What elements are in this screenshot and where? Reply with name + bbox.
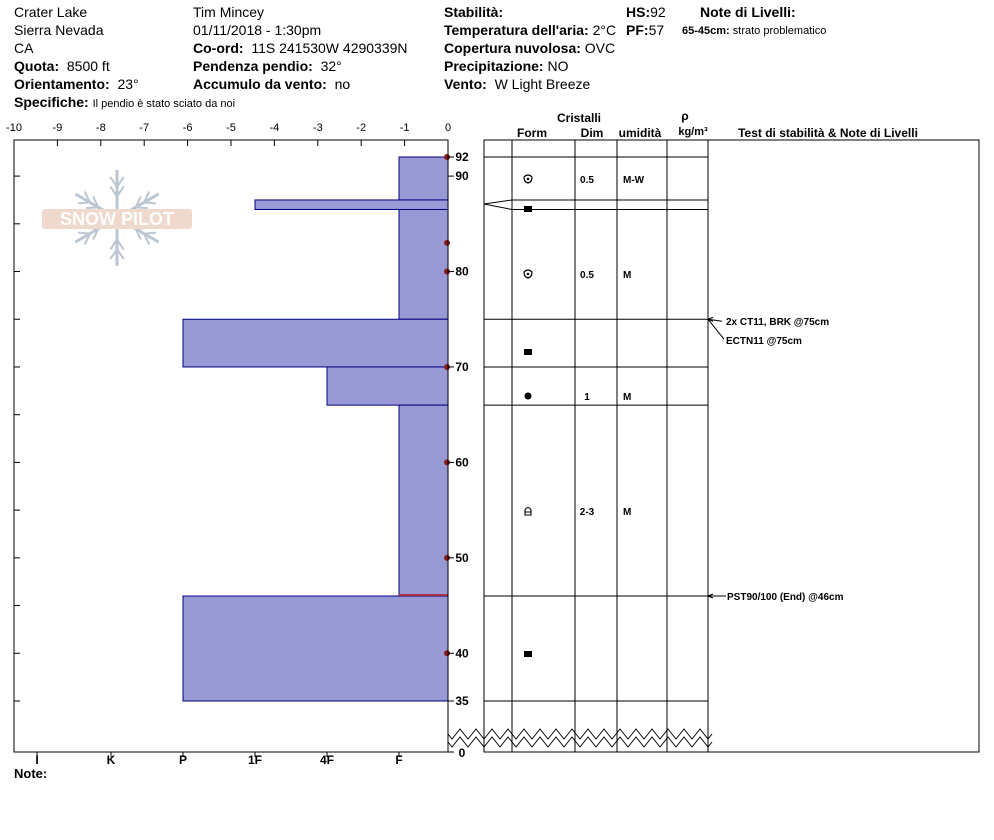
logo-branch	[78, 233, 90, 234]
hardness-tick-label: 1F	[247, 753, 263, 767]
hs-value: 92	[650, 4, 666, 20]
rounding-dot	[527, 178, 530, 181]
temp-tick-label: -7	[139, 122, 150, 134]
temp-tick-label: -1	[399, 122, 410, 134]
hardness-tick-label: 4F	[319, 753, 335, 767]
layer-wetness: M	[623, 270, 632, 281]
wind-value: W Light Breeze	[494, 76, 591, 92]
test-arrow	[708, 319, 724, 339]
elevation-label: Quota:	[14, 58, 60, 74]
temp-tick-label: -2	[356, 122, 367, 134]
rounding-dot	[527, 273, 530, 276]
crust-glyph	[524, 349, 532, 355]
height-tick-label: 90	[455, 169, 469, 184]
precip-value: NO	[547, 58, 569, 74]
temp-tick-label: -5	[226, 122, 236, 134]
hardness-bar	[399, 157, 448, 200]
coord-label: Co-ord:	[193, 40, 244, 56]
cloud-label: Copertura nuvolosa:	[444, 40, 581, 56]
layer-note-range: 65-45cm:	[682, 25, 730, 37]
temp-tick-label: -10	[6, 122, 22, 134]
header-density-unit: kg/m³	[678, 126, 708, 138]
temp-tick-label: -9	[52, 122, 63, 134]
wind-loading-value: no	[334, 76, 351, 92]
layer-wetness: M-W	[623, 175, 645, 186]
notes-label: Note:	[14, 766, 48, 781]
height-tick-label: 60	[455, 455, 469, 470]
layer-size: 0.5	[580, 270, 594, 281]
test-note-line: ECTN11 @75cm	[726, 336, 802, 348]
grain-form-crust-icon	[524, 349, 532, 355]
elevation-value: 8500 ft	[66, 58, 110, 74]
temperature-point	[444, 240, 450, 246]
hardness-tick-label: F	[395, 753, 403, 767]
aspect-value: 23°	[117, 76, 139, 92]
air-temp-label: Temperatura dell'aria:	[444, 22, 589, 38]
observer-name: Tim Mincey	[193, 4, 265, 20]
temp-tick-label: -3	[312, 122, 323, 134]
height-tick-label: 50	[455, 550, 469, 565]
height-tick-label: 35	[455, 694, 469, 708]
air-temp-value: 2°C	[592, 22, 617, 38]
logo-branch	[136, 207, 148, 208]
hardness-bar	[183, 319, 448, 367]
grain-form-rounding-icon	[524, 270, 532, 278]
layer-size: 2-3	[579, 507, 595, 518]
site-range: Sierra Nevada	[14, 22, 104, 38]
header-rho: ρ	[681, 109, 689, 123]
specifics-value: Il pendio è stato sciato da noi	[92, 98, 236, 110]
slope-value: 32°	[320, 58, 342, 74]
crust-glyph	[524, 206, 532, 212]
stability-label: Stabilità:	[444, 4, 504, 20]
logo-text: SNOW PILOT	[60, 209, 174, 229]
temp-tick-label: -4	[269, 122, 280, 134]
hardness-bar	[183, 596, 448, 701]
pf-label: PF:	[626, 22, 649, 38]
pf-value: 57	[648, 22, 665, 38]
layer-wetness: M	[623, 507, 632, 518]
height-tick-label: 70	[455, 359, 469, 374]
layer-notes-title: Note di Livelli:	[700, 4, 796, 20]
header-humidity: umidità	[618, 126, 662, 140]
precip-label: Precipitazione:	[444, 58, 544, 74]
hardness-tick-label: P	[178, 753, 188, 767]
logo-branch	[144, 233, 156, 234]
header-size: Dim	[580, 126, 604, 140]
hardness-tick-label: I	[35, 753, 39, 767]
cloud-value: OVC	[584, 40, 616, 56]
test-note-line: 2x CT11, BRK @75cm	[726, 317, 830, 329]
hs-label: HS:	[626, 4, 651, 20]
grain-form-round-icon	[525, 393, 532, 400]
hardness-bar	[327, 367, 448, 405]
grain-form-rounding-icon	[524, 175, 532, 183]
layer-table-frame	[484, 140, 979, 752]
snowpilot-logo	[42, 170, 192, 266]
grain-form-crust-icon	[524, 206, 532, 212]
height-tick-label: 0	[458, 746, 466, 760]
slope-label: Pendenza pendio:	[193, 58, 313, 74]
coord-value: 11S 241530W 4290339N	[251, 40, 408, 56]
melt-freeze-glyph	[525, 508, 531, 516]
grain-form-melt-freeze-icon	[525, 508, 531, 516]
header-form: Form	[517, 126, 547, 140]
test-note-line: PST90/100 (End) @46cm	[727, 592, 844, 604]
stability-test-note	[708, 317, 829, 347]
layer-wetness: M	[623, 392, 632, 403]
observation-datetime: 01/11/2018 - 1:30pm	[193, 22, 322, 38]
logo-branch	[144, 202, 156, 203]
wind-label: Vento:	[444, 76, 487, 92]
layer-size: 1	[584, 392, 590, 403]
temp-tick-label: -6	[182, 122, 193, 134]
crust-glyph	[524, 651, 532, 657]
specifics-label: Specifiche:	[14, 94, 89, 110]
header-crystals: Cristalli	[556, 111, 602, 125]
height-tick-label: 92	[455, 150, 469, 164]
hardness-bar	[399, 405, 448, 596]
stability-test-note	[708, 592, 844, 603]
axis-break-upper	[448, 729, 712, 739]
height-tick-label: 80	[455, 264, 469, 279]
header-tests: Test di stabilità & Note di Livelli	[738, 126, 918, 140]
wind-loading-label: Accumulo da vento:	[193, 76, 327, 92]
hardness-bar	[399, 209, 448, 319]
thin-layer-connector	[484, 200, 512, 210]
hardness-bar	[255, 200, 448, 210]
temp-tick-label: -8	[95, 122, 106, 134]
site-state: CA	[14, 40, 34, 56]
height-tick-label: 40	[455, 646, 469, 661]
logo-branch	[86, 207, 98, 208]
layer-note-text: strato problematico	[732, 25, 827, 37]
grain-form-crust-icon	[524, 651, 532, 657]
temp-tick-label: 0	[444, 122, 452, 134]
site-location: Crater Lake	[14, 4, 88, 20]
logo-branch	[78, 202, 90, 203]
round-glyph	[525, 393, 532, 400]
aspect-label: Orientamento:	[14, 76, 110, 92]
hardness-tick-label: K	[106, 753, 116, 767]
layer-size: 0.5	[580, 175, 594, 186]
